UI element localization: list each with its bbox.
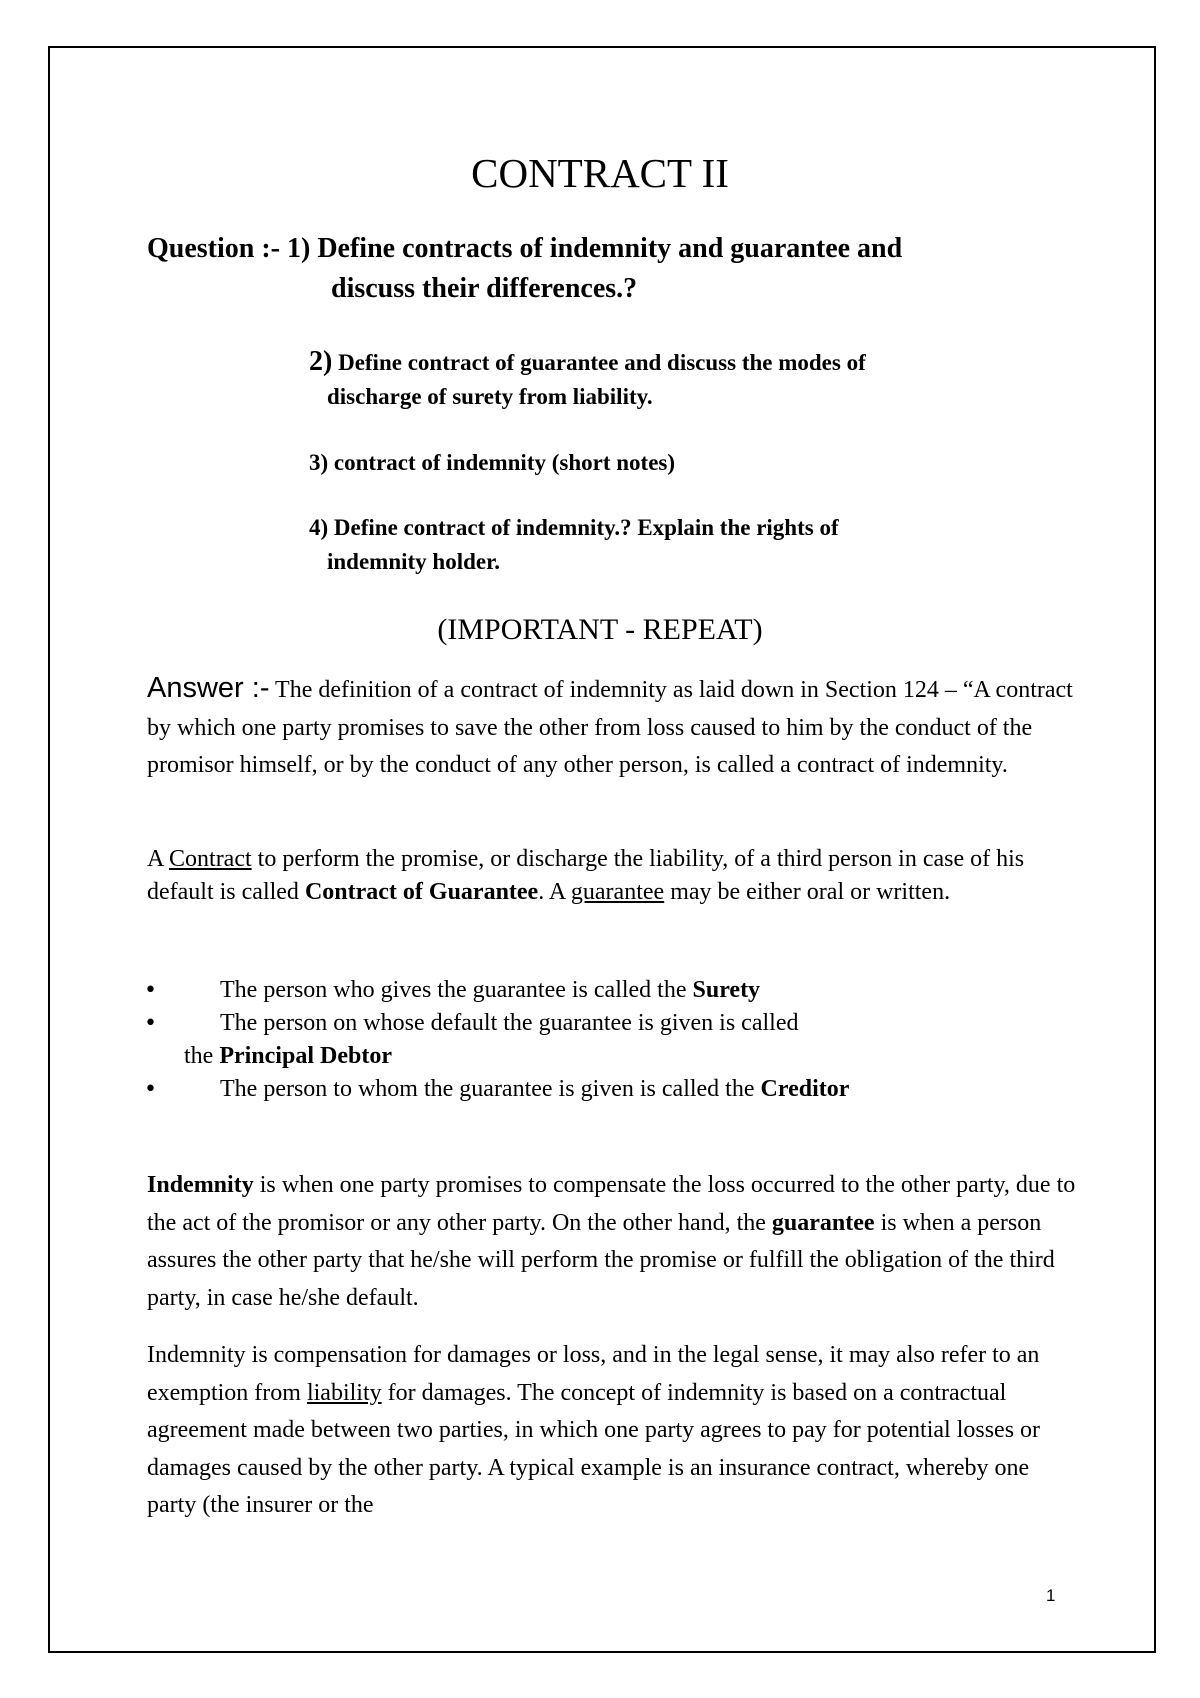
text-run: is when one party promises to compensate the loss occurred to the other party, due to the act of the promisor or any other party. On the other hand, the xyxy=(147,1172,1076,1236)
indemnity-term: Indemnity xyxy=(147,1172,254,1198)
bullet-icon: • xyxy=(144,978,157,1003)
guarantee-term: guarantee xyxy=(771,1209,875,1236)
question-2-number: 2) xyxy=(309,346,333,377)
indemnity-paragraph xyxy=(147,1167,1077,1317)
list-item-continued xyxy=(144,1040,1074,1073)
bullet-list xyxy=(144,974,1074,1106)
question-2-text: Define contract of guarantee and discuss the modes of xyxy=(332,350,866,375)
contract-of-guarantee-term: Contract of Guarantee xyxy=(304,879,539,905)
compensation-paragraph xyxy=(147,1337,1077,1525)
text-run: may be either oral or written. xyxy=(664,879,951,905)
bullet-text: The person to whom the guarantee is given is called the xyxy=(220,1076,761,1102)
principal-debtor-term: Principal Debtor xyxy=(219,1043,392,1069)
bullet-icon: • xyxy=(144,1077,157,1102)
question-1-continued: discuss their differences.? xyxy=(331,273,638,304)
bullet-text: The person on whose default the guarantee is given is called xyxy=(220,1010,799,1036)
page-title: CONTRACT II xyxy=(471,150,729,196)
text-run: Indemnity is compensation for damages or loss, and in the legal sense, it may also refer to an exemption from xyxy=(147,1342,1040,1406)
bullet-text: the xyxy=(184,1043,220,1069)
bullet-icon: • xyxy=(144,1011,157,1036)
surety-term: Surety xyxy=(692,977,761,1003)
question-1: Question :- 1) Define contracts of indemnity and guarantee and xyxy=(147,233,903,264)
important-note: (IMPORTANT - REPEAT) xyxy=(437,613,763,646)
list-item xyxy=(144,1073,1074,1106)
text-run: . A xyxy=(538,879,571,905)
text-run: to perform the promise, or discharge the liability, of a third person in case of his default is called xyxy=(147,846,1025,905)
text-run: is when a person assures the other party that he/she will perform the promise or fulfill the obligation of the third party, in case he/she default. xyxy=(147,1209,1055,1311)
liability-link[interactable]: liability xyxy=(306,1379,382,1406)
list-item xyxy=(144,1007,1074,1040)
guarantee-link[interactable]: guarantee xyxy=(570,879,665,905)
question-4: 4) Define contract of indemnity.? Explain the rights of xyxy=(309,515,839,540)
question-2-continued: discharge of surety from liability. xyxy=(327,384,653,409)
answer-paragraph xyxy=(147,670,1077,785)
creditor-term: Creditor xyxy=(760,1076,850,1102)
guarantee-paragraph xyxy=(147,843,1077,909)
page-number: 1 xyxy=(1046,1586,1056,1605)
question-4-continued: indemnity holder. xyxy=(327,549,500,574)
bullet-text: The person who gives the guarantee is called the xyxy=(220,977,693,1003)
text-run: for damages. The concept of indemnity is based on a contractual agreement made between two parties, in which one party agrees to pay for potential losses or damages caused by the other party. A typical example is an insurance contract, whereby one party (the insurer or the xyxy=(147,1379,1041,1518)
list-item xyxy=(144,974,1074,1007)
answer-text: The definition of a contract of indemnity as laid down in Section 124 – “A contract by which one party promises to save the other from loss caused to him by the conduct of the promisor himself, or by the conduct of any other person, is called a contract of indemnity. xyxy=(147,677,1073,778)
contract-link[interactable]: Contract xyxy=(169,846,252,872)
text-run: A xyxy=(147,846,170,872)
question-3: 3) contract of indemnity (short notes) xyxy=(309,450,676,475)
answer-label: Answer :- xyxy=(147,672,270,704)
question-2 xyxy=(309,345,866,380)
